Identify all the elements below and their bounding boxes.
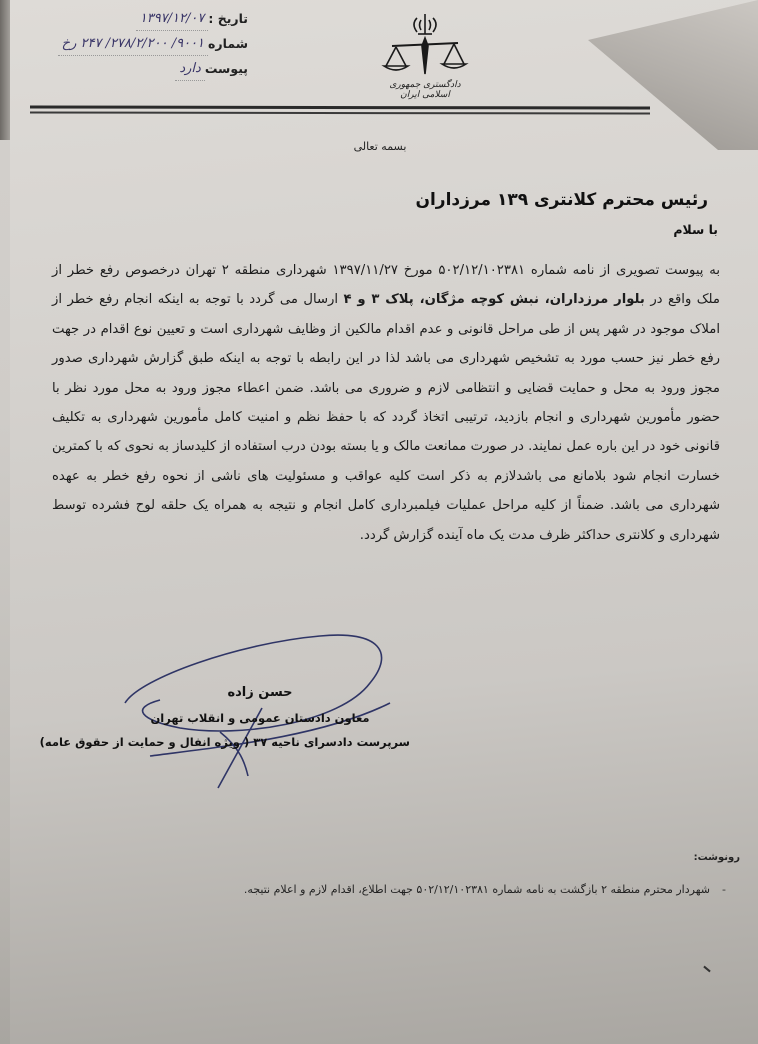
invocation: بسمه تعالی <box>353 140 407 153</box>
cc-recipient: شهردار محترم منطقه ۲ بازگشت به نامه شماره ۵۰۲/۱۲/۱۰۲۳۸۱ جهت اطلاع، اقدام لازم و اعلام نتیجه. <box>243 883 710 896</box>
folded-paper-corner <box>588 0 758 150</box>
number-label: شماره <box>208 36 248 51</box>
attachment-label: پیوست <box>204 61 248 76</box>
cc-bullet: - <box>722 883 726 896</box>
letter-body <box>52 256 720 550</box>
body-address: بلوار مرزداران، نبش کوچه مژگان، پلاک ۳ و ۴ <box>343 292 645 308</box>
organization-name: دادگستری جمهوری اسلامی ایران <box>389 80 461 100</box>
signatory-name: حسن زاده <box>227 685 293 700</box>
scales-of-justice-icon <box>380 10 470 82</box>
cc-label: رونوشت: <box>693 852 740 863</box>
number-row <box>18 31 248 56</box>
judiciary-emblem <box>380 10 470 100</box>
body-part-1: به پیوست تصویری از نامه شماره ۵۰۲/۱۲/۱۰۲۳۸۱ مورخ ۱۳۹۷/۱۱/۲۷ شهرداری منطقه ۲ تهران درخصوص رفع خطر از ملک واقع در <box>52 263 720 308</box>
greeting: با سلام <box>673 222 718 237</box>
letter-metadata <box>18 6 248 81</box>
signatory-title: معاون دادستان عمومی و انقلاب تهران <box>150 711 370 725</box>
addressee: رئیس محترم کلانتری ۱۳۹ مرزداران <box>415 190 708 210</box>
attachment-row <box>18 56 248 81</box>
signatory-subtitle: سرپرست دادسرای ناحیه ۳۷ ( ویژه انفال و حمایت از حقوق عامه) <box>39 735 410 749</box>
date-label: تاریخ : <box>208 11 248 26</box>
body-part-2: ارسال می گردد با توجه به اینکه انجام رفع خطر از املاک موجود در شهر پس از طی مراحل قانونی و عدم اقدام مالکین از وظایف شهرداری است و تعیین نوع اقدام در جهت رفع خطر نیز حسب مورد به تشخیص شهرداری می باشد لذا در این رابطه با توجه به اینکه طبق گزارش شهرداری صدور مجوز ورود به محل و حمایت قضایی و انتظامی لازم و ضروری می باشد. ضمن اعطاء مجوز ورود به محل مورد نظر با حضور مأمورین شهرداری و انجام بازدید، ترتیبی اتخاذ گردد که با حفظ نظم و امنیت کامل مأمورین شهرداری به تکلیف قانونی خود در این باره عمل نمایند. در صورت ممانعت مالک و یا بسته بودن درب استفاده از کلیدساز به نحوی که با کمترین خسارت انجام شود بلامانع می باشدلازم به ذکر است کلیه عواقب و مسئولیت های ناشی از نحوه رفع خطر به عهده شهرداری می باشد. ضمناً از کلیه مراحل عملیات فیلمبرداری کامل انجام و نتیجه به همراه یک حلقه لوح فشرده توسط شهرداری و کلانتری حداکثر ظرف مدت یک ماه آینده گزارش گردد. <box>52 292 720 543</box>
signature-block <box>39 680 410 754</box>
date-row <box>18 6 248 31</box>
number-value: ۹۰۰۱/ ۲۷۸/۲/۲۰۰/ ۲۴۷ رخ <box>58 31 208 56</box>
date-value: ۱۳۹۷/۱۲/۰۷ <box>136 6 209 31</box>
attachment-value: دارد <box>175 56 204 81</box>
